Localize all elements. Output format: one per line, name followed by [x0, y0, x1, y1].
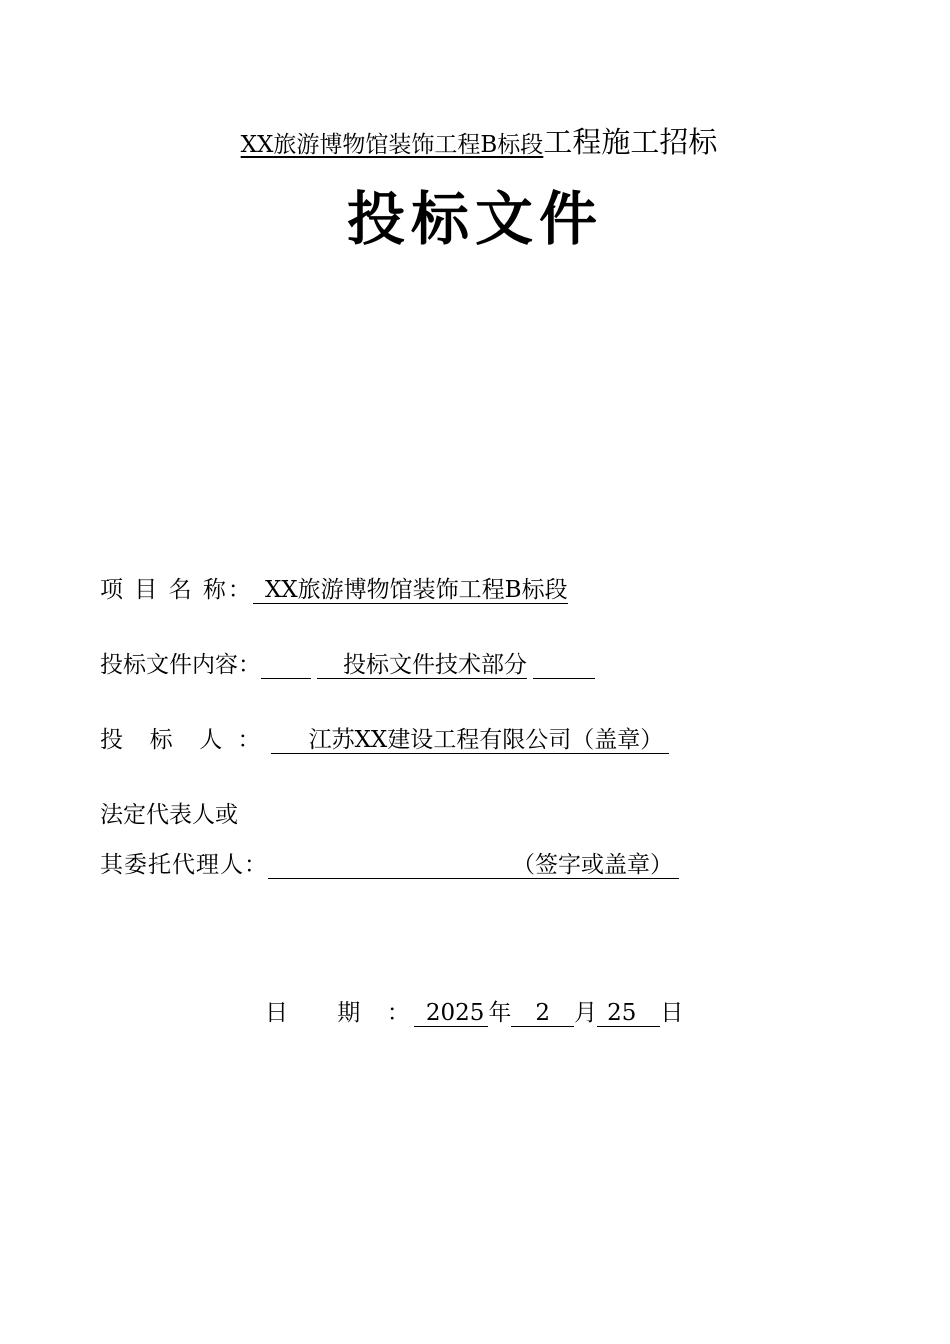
tender-title-line — [0, 120, 950, 161]
date-month: 2 — [511, 1000, 574, 1027]
project-name-value: XX旅游博物馆装饰工程B标段 — [253, 577, 568, 604]
bidder-row — [100, 725, 669, 755]
content-value: 投标文件技术部分 — [317, 652, 527, 679]
content-row — [100, 650, 595, 680]
project-name-label: 项 目 名 称： — [100, 577, 253, 603]
representative-label-line1: 法定代表人或 — [100, 802, 238, 828]
date-label: 日 期 ： — [265, 1000, 414, 1026]
date-year: 2025 — [414, 1000, 489, 1027]
representative-value: （签字或盖章） — [268, 852, 679, 879]
content-blank-1 — [261, 652, 311, 679]
date-day-unit: 日 — [660, 1000, 684, 1026]
title-suffix: 工程施工招标 — [543, 125, 718, 159]
date-month-unit: 月 — [574, 1000, 598, 1026]
main-title: 投标文件 — [346, 185, 603, 253]
bidder-label: 投 标 人 ： — [100, 727, 265, 753]
project-title: XX旅游博物馆装饰工程B标段 — [240, 132, 544, 158]
content-label: 投标文件内容： — [100, 652, 261, 678]
date-row — [265, 998, 683, 1028]
date-year-unit: 年 — [488, 1000, 512, 1026]
project-name-row — [100, 575, 568, 605]
date-day: 25 — [597, 1000, 660, 1027]
content-blank-2 — [533, 652, 595, 679]
representative-label: 其委托代理人： — [100, 852, 268, 878]
bidder-value: 江苏XX建设工程有限公司（盖章） — [271, 727, 670, 754]
representative-row — [100, 850, 679, 880]
